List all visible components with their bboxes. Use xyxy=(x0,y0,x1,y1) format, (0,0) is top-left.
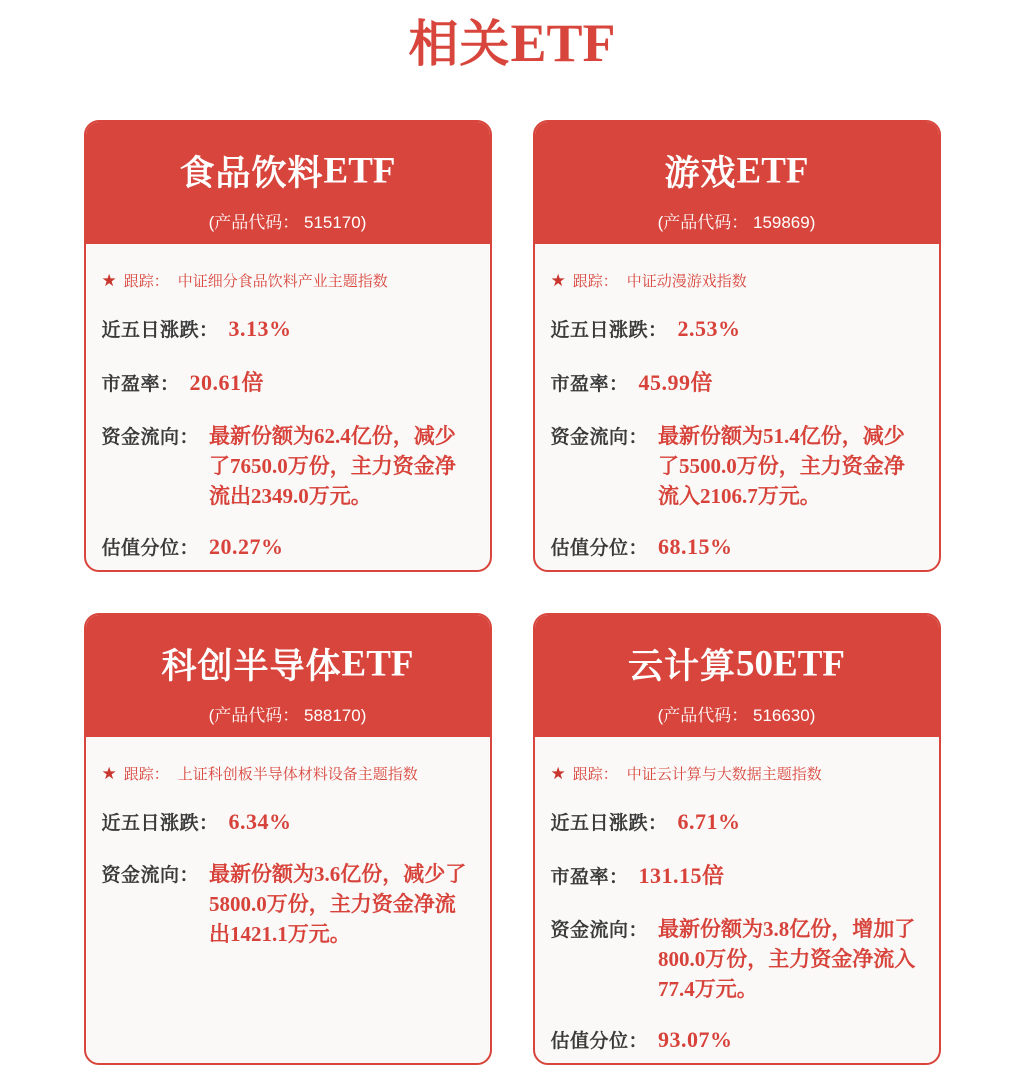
page-title xyxy=(0,0,1024,96)
etf-card-game xyxy=(533,120,941,572)
pe-ratio-label: 市盈率： xyxy=(101,374,180,395)
card-title xyxy=(535,639,939,689)
etf-card-food-beverage xyxy=(84,120,492,572)
card-header xyxy=(535,615,939,737)
tracking-index: 中证动漫游戏指数 xyxy=(626,273,747,290)
five-day-change-value: 3.13% xyxy=(228,316,292,341)
card-header xyxy=(535,122,939,244)
page-title-en: ETF xyxy=(510,13,616,73)
etf-card-cloud-computing-50 xyxy=(533,613,941,1065)
card-name-cn: 食品饮料 xyxy=(179,154,324,193)
card-name-en: 50ETF xyxy=(736,643,845,685)
valuation-percentile-row xyxy=(551,1026,923,1053)
tracking-index: 中证细分食品饮料产业主题指数 xyxy=(177,273,388,290)
five-day-change-label: 近五日涨跌： xyxy=(101,813,219,834)
star-icon: ★ xyxy=(550,764,566,783)
card-title xyxy=(86,146,490,196)
card-name-cn: 游戏 xyxy=(664,154,737,193)
five-day-change-value: 2.53% xyxy=(677,316,741,341)
card-header xyxy=(86,615,490,737)
page-title-cn: 相关 xyxy=(408,16,511,72)
card-body xyxy=(535,737,939,1053)
pe-ratio-row xyxy=(551,859,923,890)
five-day-change-value: 6.34% xyxy=(228,809,292,834)
pe-ratio-label: 市盈率： xyxy=(550,867,629,888)
card-name-cn: 云计算 xyxy=(628,647,737,686)
pe-ratio-row xyxy=(102,366,474,397)
fund-flow-row xyxy=(102,859,474,949)
product-code: (产品代码： 159869) xyxy=(657,213,816,232)
etf-card-star-semiconductor xyxy=(84,613,492,1065)
card-name-en: ETF xyxy=(341,643,414,685)
fund-flow-row xyxy=(551,914,923,1004)
tracking-index: 中证云计算与大数据主题指数 xyxy=(626,766,822,783)
card-body xyxy=(86,244,490,560)
five-day-change-value: 6.71% xyxy=(677,809,741,834)
card-title xyxy=(535,146,939,196)
fund-flow-label: 资金流向： xyxy=(101,427,200,448)
card-header xyxy=(86,122,490,244)
fund-flow-label: 资金流向： xyxy=(101,865,200,886)
fund-flow-value: 最新份额为62.4亿份，减少了7650.0万份，主力资金净流出2349.0万元。 xyxy=(209,424,456,508)
pe-ratio-value: 20.61倍 xyxy=(189,370,265,395)
product-code: (产品代码： 515170) xyxy=(208,213,367,232)
five-day-change-label: 近五日涨跌： xyxy=(550,813,668,834)
product-code: (产品代码： 588170) xyxy=(208,706,367,725)
product-code: (产品代码： 516630) xyxy=(657,706,816,725)
tracking-row xyxy=(102,270,474,291)
pe-ratio-label: 市盈率： xyxy=(550,374,629,395)
tracking-index: 上证科创板半导体材料设备主题指数 xyxy=(177,766,418,783)
valuation-percentile-value: 93.07% xyxy=(658,1027,733,1052)
tracking-label: 跟踪： xyxy=(572,766,618,783)
five-day-change-row xyxy=(551,808,923,835)
card-name-cn: 科创半导体 xyxy=(161,647,342,686)
five-day-change-row xyxy=(102,808,474,835)
tracking-label: 跟踪： xyxy=(123,766,169,783)
fund-flow-row xyxy=(102,421,474,511)
fund-flow-value: 最新份额为3.6亿份，减少了5800.0万份，主力资金净流出1421.1万元。 xyxy=(209,862,467,946)
pe-ratio-value: 45.99倍 xyxy=(638,370,714,395)
etf-cards-grid xyxy=(84,120,941,1065)
valuation-percentile-label: 估值分位： xyxy=(550,538,649,559)
valuation-percentile-value: 20.27% xyxy=(209,534,284,559)
tracking-label: 跟踪： xyxy=(123,273,169,290)
tracking-row xyxy=(551,763,923,784)
card-name-en: ETF xyxy=(323,150,396,192)
tracking-row xyxy=(102,763,474,784)
star-icon: ★ xyxy=(101,271,117,290)
five-day-change-row xyxy=(102,315,474,342)
card-body xyxy=(535,244,939,560)
valuation-percentile-row xyxy=(551,533,923,560)
fund-flow-label: 资金流向： xyxy=(550,920,649,941)
five-day-change-label: 近五日涨跌： xyxy=(101,320,219,341)
five-day-change-row xyxy=(551,315,923,342)
valuation-percentile-row xyxy=(102,533,474,560)
fund-flow-row xyxy=(551,421,923,511)
fund-flow-label: 资金流向： xyxy=(550,427,649,448)
fund-flow-value: 最新份额为51.4亿份，减少了5500.0万份，主力资金净流入2106.7万元。 xyxy=(658,424,905,508)
star-icon: ★ xyxy=(550,271,566,290)
star-icon: ★ xyxy=(101,764,117,783)
pe-ratio-value: 131.15倍 xyxy=(638,863,725,888)
five-day-change-label: 近五日涨跌： xyxy=(550,320,668,341)
valuation-percentile-label: 估值分位： xyxy=(550,1031,649,1052)
valuation-percentile-value: 68.15% xyxy=(658,534,733,559)
card-title xyxy=(86,639,490,689)
card-name-en: ETF xyxy=(736,150,809,192)
fund-flow-value: 最新份额为3.8亿份，增加了800.0万份，主力资金净流入77.4万元。 xyxy=(658,917,916,1001)
tracking-label: 跟踪： xyxy=(572,273,618,290)
pe-ratio-row xyxy=(551,366,923,397)
card-body xyxy=(86,737,490,949)
tracking-row xyxy=(551,270,923,291)
valuation-percentile-label: 估值分位： xyxy=(101,538,200,559)
